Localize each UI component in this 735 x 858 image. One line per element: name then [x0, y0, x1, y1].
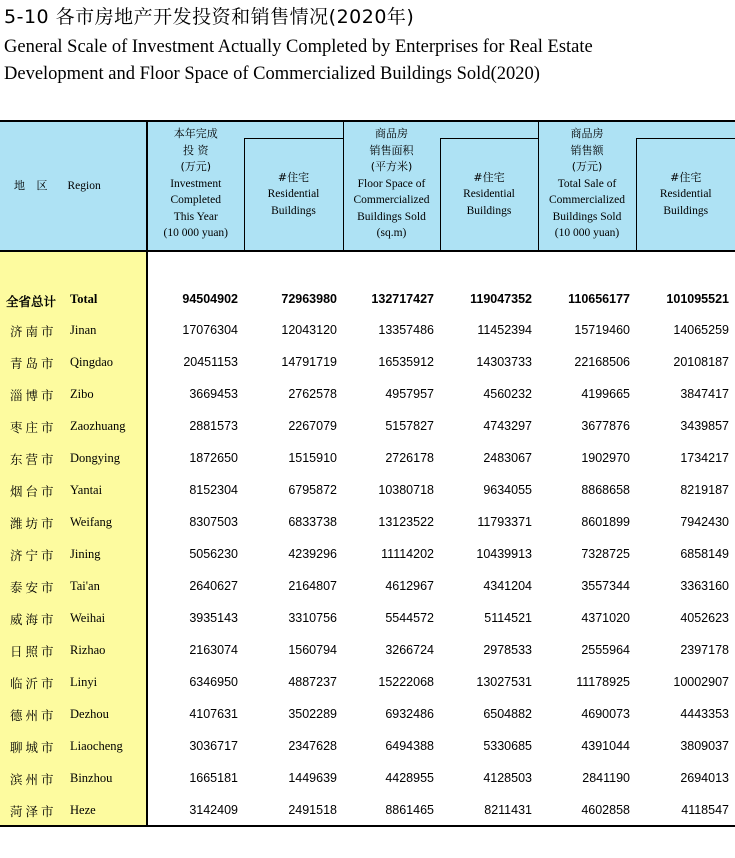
region-en: Jining — [70, 547, 101, 561]
value-cell: 1734217 — [680, 451, 729, 465]
table-row — [0, 538, 735, 570]
value-cell: 13123522 — [378, 515, 434, 529]
value-cell: 5056230 — [189, 547, 238, 561]
value-cell: 3847417 — [680, 387, 729, 401]
value-cell: 132717427 — [371, 292, 434, 306]
header-sales-cn1: 商品房 — [570, 127, 604, 140]
value-cell: 11178925 — [576, 675, 630, 689]
value-cell: 11793371 — [477, 515, 532, 529]
header-sales-en2: Commercialized — [549, 194, 625, 206]
value-cell: 4887237 — [288, 675, 337, 689]
table-row — [0, 506, 735, 538]
value-cell: 7328725 — [581, 547, 630, 561]
value-cell: 4743297 — [483, 419, 532, 433]
table-row — [0, 346, 735, 378]
value-cell: 3363160 — [680, 579, 729, 593]
value-cell: 2164807 — [288, 579, 337, 593]
header-residential-en1: Residential — [267, 188, 320, 200]
value-cell: 11114202 — [381, 547, 434, 561]
region-cn: 济南市 — [10, 324, 57, 339]
value-cell: 1515910 — [288, 451, 337, 465]
region-cn: 烟台市 — [10, 484, 57, 499]
value-cell: 13027531 — [476, 675, 532, 689]
region-en: Yantai — [70, 483, 103, 497]
value-cell: 3439857 — [680, 419, 729, 433]
header-region-cn: 地 区 — [14, 178, 52, 192]
value-cell: 2483067 — [483, 451, 532, 465]
region-en: Total — [70, 292, 98, 306]
value-cell: 3677876 — [581, 419, 630, 433]
header-region — [0, 121, 147, 251]
value-cell: 4128503 — [483, 771, 532, 785]
value-cell: 5544572 — [385, 611, 434, 625]
value-cell: 15222068 — [378, 675, 434, 689]
value-cell: 3935143 — [189, 611, 238, 625]
value-cell: 14791719 — [281, 355, 337, 369]
value-cell: 1902970 — [581, 451, 630, 465]
value-cell: 4371020 — [581, 611, 630, 625]
region-cell — [0, 442, 147, 474]
value-cell: 4052623 — [680, 611, 729, 625]
value-cell: 3036717 — [189, 739, 238, 753]
value-cell: 1449639 — [288, 771, 337, 785]
header-floor-en3: Buildings Sold — [357, 210, 426, 223]
region-cn: 全省总计 — [6, 294, 57, 309]
header-investment — [147, 127, 244, 251]
value-cell: 110656177 — [568, 292, 630, 306]
header-floor-space — [343, 127, 440, 251]
value-cell: 4428955 — [385, 771, 434, 785]
value-cell: 7942430 — [680, 515, 729, 529]
value-cell: 3266724 — [385, 643, 434, 657]
value-cell: 4443353 — [680, 707, 729, 721]
value-cell: 8152304 — [189, 483, 238, 497]
header-residential-en1: Residential — [659, 188, 712, 200]
value-cell: 4612967 — [385, 579, 434, 593]
value-cell: 13357486 — [378, 323, 434, 337]
value-cell: 6504882 — [483, 707, 532, 721]
region-cell — [0, 378, 147, 410]
value-cell: 15719460 — [574, 323, 630, 337]
value-cell: 14303733 — [476, 355, 532, 369]
value-cell: 14065259 — [673, 323, 729, 337]
value-cell: 3310756 — [288, 611, 337, 625]
header-sales-unit-en: (10 000 yuan) — [554, 227, 620, 239]
region-cn: 菏泽市 — [10, 804, 57, 819]
region-cell — [0, 698, 147, 730]
region-cell — [0, 794, 147, 826]
value-cell: 16535912 — [378, 355, 434, 369]
value-cell: 6795872 — [288, 483, 337, 497]
value-cell: 3557344 — [581, 579, 630, 593]
value-cell: 6833738 — [288, 515, 337, 529]
region-en: Dezhou — [70, 707, 109, 721]
value-cell: 6494388 — [385, 739, 434, 753]
region-cn: 枣庄市 — [10, 420, 57, 435]
value-cell: 119047352 — [470, 292, 532, 306]
region-en: Binzhou — [70, 771, 113, 785]
value-cell: 17076304 — [182, 323, 238, 337]
region-en: Tai'an — [70, 579, 100, 593]
header-floor-en2: Commercialized — [353, 194, 430, 206]
value-cell: 4957957 — [385, 387, 434, 401]
header-sales-residential — [636, 138, 735, 251]
value-cell: 4199665 — [581, 387, 630, 401]
region-cn: 德州市 — [10, 708, 57, 723]
region-cn: 聊城市 — [10, 740, 57, 755]
region-en: Weihai — [70, 611, 106, 625]
value-cell: 6858149 — [680, 547, 729, 561]
value-cell: 2491518 — [244, 794, 343, 826]
table-row — [0, 474, 735, 506]
header-sales-en3: Buildings Sold — [552, 210, 622, 223]
value-cell: 4107631 — [189, 707, 238, 721]
table-title-en-line1: General Scale of Investment Actually Completed by Enterprises for Real Estate — [4, 37, 593, 57]
region-cell — [0, 474, 147, 506]
table-row — [0, 378, 735, 410]
table-row — [0, 410, 735, 442]
header-sales — [538, 127, 636, 251]
table-row — [0, 602, 735, 634]
header-floor-residential — [440, 138, 538, 251]
table-row — [0, 794, 735, 826]
region-cell — [0, 634, 147, 666]
table-row — [0, 666, 735, 698]
table-row — [0, 730, 735, 762]
header-investment-unit-en: (10 000 yuan) — [163, 227, 228, 239]
value-cell: 4118547 — [636, 794, 735, 826]
value-cell: 3502289 — [288, 707, 337, 721]
value-cell: 20108187 — [673, 355, 729, 369]
region-cell — [0, 602, 147, 634]
value-cell: 2347628 — [288, 739, 337, 753]
region-cell — [0, 346, 147, 378]
value-cell: 8868658 — [581, 483, 630, 497]
region-cell — [0, 284, 147, 314]
total-row — [0, 284, 735, 314]
header-investment-en1: Investment — [170, 177, 222, 190]
value-cell: 2726178 — [385, 451, 434, 465]
table-row — [0, 634, 735, 666]
header-residential-cn: #住宅 — [277, 170, 310, 184]
value-cell: 3809037 — [680, 739, 729, 753]
value-cell: 2762578 — [288, 387, 337, 401]
region-en: Zaozhuang — [70, 419, 126, 433]
table-row — [0, 314, 735, 346]
header-residential-cn: #住宅 — [473, 170, 505, 184]
value-cell: 8211431 — [440, 794, 538, 826]
value-cell: 10439913 — [476, 547, 532, 561]
region-cn: 滨州市 — [10, 772, 57, 787]
header-sales-cn2: 销售额 — [570, 143, 604, 157]
region-en: Dongying — [70, 451, 120, 465]
header-investment-en2: Completed — [170, 194, 221, 206]
value-cell: 101095521 — [666, 292, 729, 306]
header-residential-en2: Buildings — [466, 204, 512, 217]
region-cn: 东营市 — [10, 452, 57, 467]
value-cell: 2640627 — [189, 579, 238, 593]
value-cell: 4560232 — [483, 387, 532, 401]
value-cell: 3142409 — [147, 794, 244, 826]
value-cell: 11452394 — [477, 323, 532, 337]
region-cell — [0, 762, 147, 794]
value-cell: 22168506 — [574, 355, 630, 369]
header-region-en: Region — [67, 179, 101, 192]
table-row — [0, 570, 735, 602]
region-en: Rizhao — [70, 643, 106, 657]
value-cell: 10002907 — [673, 675, 729, 689]
header-floor-unit-en: (sq.m) — [376, 227, 407, 239]
header-investment-en3: This Year — [173, 210, 218, 223]
value-cell: 4239296 — [288, 547, 337, 561]
value-cell: 2881573 — [189, 419, 238, 433]
region-cell — [0, 570, 147, 602]
region-en: Linyi — [70, 675, 98, 689]
value-cell: 2978533 — [483, 643, 532, 657]
table-title-en-line2: Development and Floor Space of Commercialized Buildings Sold(2020) — [4, 64, 540, 84]
value-cell: 8861465 — [343, 794, 440, 826]
header-investment-unit-cn: (万元) — [180, 160, 212, 173]
region-en: Liaocheng — [70, 739, 123, 753]
header-floor-unit-cn: (平方米) — [370, 160, 413, 173]
value-cell: 6932486 — [385, 707, 434, 721]
value-cell: 2397178 — [680, 643, 729, 657]
table-title-cn: 5-10 各市房地产开发投资和销售情况(2020年) — [4, 6, 415, 28]
header-floor-en1: Floor Space of — [357, 177, 426, 190]
value-cell: 8219187 — [680, 483, 729, 497]
region-cn: 威海市 — [10, 612, 57, 627]
value-cell: 8601899 — [581, 515, 630, 529]
region-cell — [0, 538, 147, 570]
table-row — [0, 762, 735, 794]
header-investment-cn2: 投 资 — [183, 143, 209, 157]
value-cell: 2267079 — [288, 419, 337, 433]
header-sales-en1: Total Sale of — [557, 177, 617, 190]
region-cn: 青岛市 — [10, 356, 57, 371]
value-cell: 8307503 — [189, 515, 238, 529]
value-cell: 4602858 — [538, 794, 636, 826]
value-cell: 1665181 — [189, 771, 238, 785]
region-cn: 济宁市 — [10, 548, 57, 563]
value-cell: 3669453 — [189, 387, 238, 401]
region-cn: 淄博市 — [10, 388, 57, 403]
region-cn: 日照市 — [10, 644, 57, 659]
value-cell: 72963980 — [281, 292, 337, 306]
header-sales-unit-cn: (万元) — [571, 160, 603, 173]
header-floor-cn2: 销售面积 — [369, 143, 414, 157]
region-en: Jinan — [70, 323, 97, 337]
header-residential-en2: Buildings — [663, 204, 709, 217]
header-residential-en2: Buildings — [271, 204, 316, 217]
region-cell — [0, 314, 147, 346]
value-cell: 1560794 — [288, 643, 337, 657]
region-cn: 泰安市 — [10, 580, 57, 595]
value-cell: 4341204 — [483, 579, 532, 593]
statistics-table — [0, 120, 735, 827]
value-cell: 2555964 — [581, 643, 630, 657]
value-cell: 20451153 — [183, 355, 238, 369]
value-cell: 5330685 — [483, 739, 532, 753]
value-cell: 2163074 — [189, 643, 238, 657]
table-row — [0, 442, 735, 474]
header-investment-residential — [244, 138, 343, 251]
value-cell: 12043120 — [281, 323, 337, 337]
value-cell: 10380718 — [378, 483, 434, 497]
value-cell: 5114521 — [484, 611, 532, 625]
region-cn: 临沂市 — [10, 676, 57, 691]
value-cell: 4690073 — [581, 707, 630, 721]
region-en: Qingdao — [70, 355, 114, 369]
region-cell — [0, 730, 147, 762]
value-cell: 4391044 — [581, 739, 630, 753]
header-floor-cn1: 商品房 — [375, 127, 408, 140]
header-investment-cn1: 本年完成 — [173, 127, 218, 140]
value-cell: 9634055 — [483, 483, 532, 497]
value-cell: 2694013 — [680, 771, 729, 785]
region-cell — [0, 506, 147, 538]
region-cn: 潍坊市 — [10, 516, 57, 531]
region-en: Zibo — [70, 387, 94, 401]
region-en: Heze — [70, 803, 96, 817]
spacer-row — [0, 251, 735, 284]
region-en: Weifang — [70, 515, 113, 529]
header-residential-cn: #住宅 — [670, 170, 702, 184]
value-cell: 94504902 — [182, 292, 238, 306]
region-cell — [0, 410, 147, 442]
header-residential-en1: Residential — [463, 188, 515, 200]
table-row — [0, 698, 735, 730]
value-cell: 1872650 — [189, 451, 238, 465]
region-cell — [0, 666, 147, 698]
value-cell: 5157827 — [385, 419, 434, 433]
value-cell: 6346950 — [189, 675, 238, 689]
value-cell: 2841190 — [582, 771, 630, 785]
